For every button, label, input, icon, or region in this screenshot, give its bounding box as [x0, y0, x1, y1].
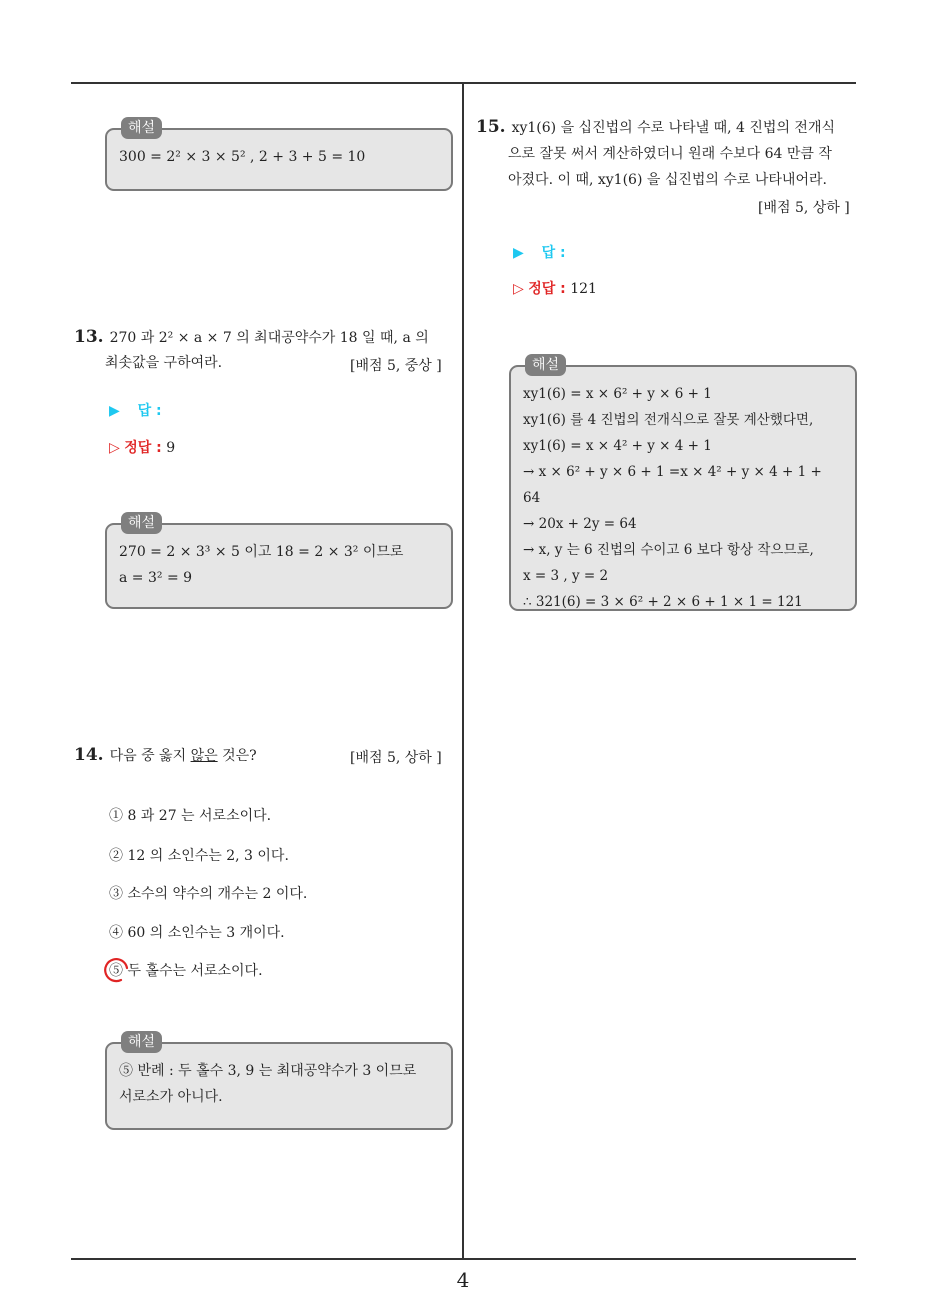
- question-text: xy1(6) 을 십진법의 수로 나타낼 때, 4 진법의 전개식: [511, 120, 835, 136]
- solution-line: xy1(6) = x × 6² + y × 6 + 1: [523, 386, 712, 402]
- correct-answer-value: 121: [570, 281, 597, 297]
- solution-line: ⑤ 반례 : 두 홀수 3, 9 는 최대공약수가 3 이므로: [119, 1063, 417, 1079]
- solution-box-12: [105, 120, 453, 191]
- solution-line: 300 = 2² × 3 × 5² , 2 + 3 + 5 = 10: [119, 149, 366, 165]
- question-number: 15.: [476, 117, 506, 137]
- solution-line: → 20x + 2y = 64: [523, 516, 637, 532]
- option-4[interactable]: ④ 60 의 소인수는 3 개이다.: [109, 925, 285, 941]
- answer-row: [513, 242, 566, 262]
- solution-box-14: [105, 1034, 453, 1130]
- answer-row: [109, 400, 162, 420]
- option-2[interactable]: ② 12 의 소인수는 2, 3 이다.: [109, 848, 289, 864]
- correct-label: 정답 :: [124, 440, 162, 456]
- triangle-icon: ▷: [109, 440, 120, 456]
- solution-line: → x × 6² + y × 6 + 1 =x × 4² + y × 4 + 1 + 64: [523, 464, 822, 506]
- option-3[interactable]: ③ 소수의 약수의 개수는 2 이다.: [109, 886, 308, 902]
- play-icon: ▶: [513, 245, 524, 261]
- column-divider: [462, 83, 464, 1259]
- top-rule: [71, 82, 856, 84]
- solution-tag: 해설: [525, 354, 566, 376]
- solution-line: 서로소가 아니다.: [119, 1089, 223, 1105]
- question-13-line2: 최솟값을 구하여라.: [105, 355, 223, 371]
- question-text-post: 것은?: [217, 748, 257, 764]
- solution-box-15: [509, 357, 857, 611]
- question-15-meta: [배점 5, 상하 ]: [758, 200, 850, 216]
- question-13-meta: [배점 5, 중상 ]: [350, 358, 442, 374]
- correct-answer-value: 9: [166, 440, 176, 456]
- answer-circle-mark: [101, 955, 131, 985]
- solution-line: → x, y 는 6 진법의 수이고 6 보다 항상 작으므로,: [523, 542, 814, 558]
- solution-box-13: [105, 515, 453, 609]
- question-number: 14.: [74, 745, 104, 765]
- correct-answer-row: [109, 437, 175, 457]
- option-5[interactable]: ⑤ 두 홀수는 서로소이다.: [109, 963, 263, 979]
- question-15: [476, 114, 861, 141]
- question-14: [74, 742, 257, 769]
- question-13: [74, 324, 454, 351]
- solution-line: x = 3 , y = 2: [523, 568, 609, 584]
- answer-label: 답 :: [137, 403, 162, 419]
- solution-tag: 해설: [121, 512, 162, 534]
- option-1[interactable]: ① 8 과 27 는 서로소이다.: [109, 808, 272, 824]
- correct-answer-row: [513, 278, 597, 298]
- solution-tag: 해설: [121, 1031, 162, 1053]
- question-15-line3: 아졌다. 이 때, xy1(6) 을 십진법의 수로 나타내어라.: [508, 172, 827, 188]
- solution-line: 270 = 2 × 3³ × 5 이고 18 = 2 × 3² 이므로: [119, 544, 404, 560]
- solution-line: a = 3² = 9: [119, 570, 193, 586]
- question-text: 270 과 2² × a × 7 의 최대공약수가 18 일 때, a 의: [109, 330, 429, 346]
- correct-label: 정답 :: [528, 281, 566, 297]
- solution-line: ∴ 321(6) = 3 × 6² + 2 × 6 + 1 × 1 = 121: [523, 594, 803, 610]
- question-number: 13.: [74, 327, 104, 347]
- solution-line: xy1(6) = x × 4² + y × 4 + 1: [523, 438, 712, 454]
- solution-tag: 해설: [121, 117, 162, 139]
- solution-line: xy1(6) 를 4 진법의 전개식으로 잘못 계산했다면,: [523, 412, 814, 428]
- bottom-rule: [71, 1258, 856, 1260]
- answer-label: 답 :: [541, 245, 566, 261]
- question-14-meta: [배점 5, 상하 ]: [350, 750, 442, 766]
- question-text-pre: 다음 중 옳지: [109, 748, 191, 764]
- question-15-line2: 으로 잘못 써서 계산하였더니 원래 수보다 64 만큼 작: [508, 146, 832, 162]
- triangle-icon: ▷: [513, 281, 524, 297]
- question-text-underlined: 않은: [190, 748, 218, 764]
- page-number: 4: [456, 1268, 470, 1292]
- play-icon: ▶: [109, 403, 120, 419]
